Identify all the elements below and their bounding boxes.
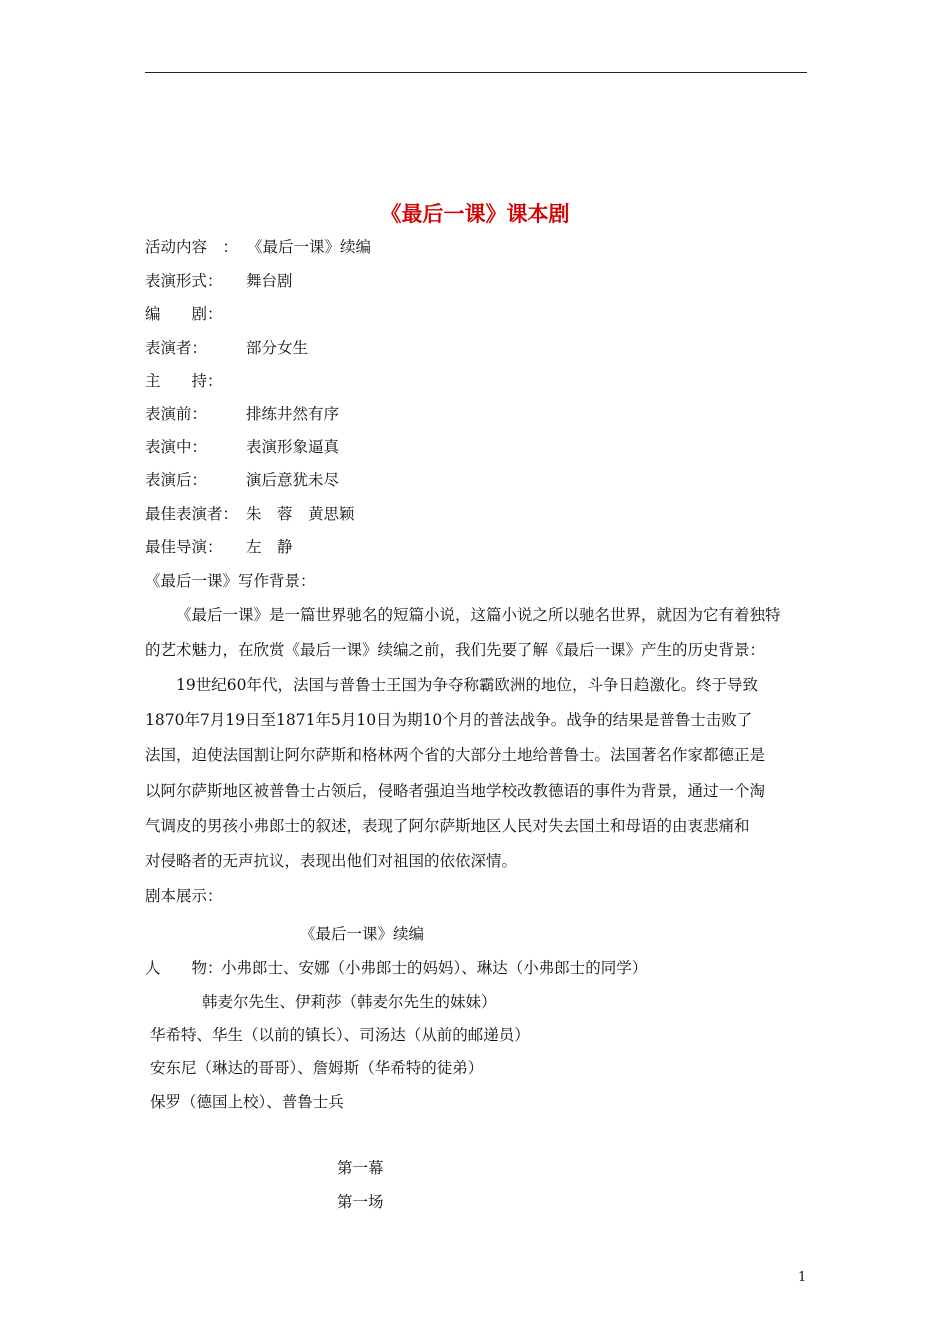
scene-heading: 第一场 [337,1193,384,1211]
info-line [145,404,339,424]
characters-line [145,958,647,978]
character-list: 韩麦尔先生、伊莉莎（韩麦尔先生的妹妹） [202,993,497,1011]
info-line [145,437,339,457]
info-label: 最佳导演： [145,538,223,556]
info-value: 排练井然有序 [246,405,340,423]
info-label: 活动内容 ： [145,238,239,256]
info-value: 左 静 [246,538,293,556]
info-value: 朱 蓉 黄思颖 [246,505,355,523]
info-label: 主 持： [145,372,223,390]
info-label: 表演形式： [145,272,223,290]
info-line [145,371,246,391]
info-line [145,271,293,291]
info-line [145,537,293,557]
info-label: 表演中： [145,438,208,456]
info-line [145,304,246,324]
info-line [145,237,371,257]
info-label: 表演后： [145,471,208,489]
character-list: 保罗（德国上校）、普鲁士兵 [150,1093,344,1111]
background-heading: 《最后一课》写作背景： [145,572,316,590]
paragraph-line: 以阿尔萨斯地区被普鲁士占领后，侵略者强迫当地学校改教德语的事件为背景，通过一个淘 [145,782,766,800]
character-list: 安东尼（琳达的哥哥）、詹姆斯（华希特的徒弟） [150,1059,484,1077]
page-number: 1 [798,1270,807,1285]
info-value: 舞台剧 [246,272,293,290]
info-value: 《最后一课》续编 [247,238,372,256]
paragraph-line: 的艺术魅力，在欣赏《最后一课》续编之前，我们先要了解《最后一课》产生的历史背景： [145,641,766,659]
header-rule [145,72,807,73]
info-line [145,470,339,490]
characters-label: 人 物： [145,959,223,977]
info-value: 表演形象逼真 [246,438,340,456]
paragraph-line: 19世纪60年代，法国与普鲁士王国为争夺称霸欧洲的地位，斗争日趋激化。终于导致 [176,676,758,694]
script-title: 《最后一课》续编 [300,925,425,943]
info-label: 表演前： [145,405,208,423]
paragraph-line: 《最后一课》是一篇世界驰名的短篇小说，这篇小说之所以驰名世界，就因为它有着独特 [176,606,781,624]
info-label: 最佳表演者： [145,505,239,523]
info-label: 编 剧： [145,305,223,323]
info-line [145,338,308,358]
info-line [145,504,355,524]
character-list: 华希特、华生（以前的镇长）、司汤达（从前的邮递员） [150,1026,530,1044]
document-title: 《最后一课》课本剧 [380,201,570,226]
info-label: 表演者： [145,339,208,357]
paragraph-line: 1870年7月19日至1871年5月10日为期10个月的普法战争。战争的结果是普鲁士击败了 [145,711,753,729]
info-value: 部分女生 [246,339,309,357]
script-heading: 剧本展示： [145,887,223,905]
paragraph-line: 法国，迫使法国割让阿尔萨斯和格林两个省的大部分土地给普鲁士。法国著名作家都德正是 [145,746,766,764]
info-value: 演后意犹未尽 [246,471,340,489]
paragraph-line: 气调皮的男孩小弗郎士的叙述，表现了阿尔萨斯地区人民对失去国土和母语的由衷悲痛和 [145,817,750,835]
character-list: 小弗郎士、安娜（小弗郎士的妈妈）、琳达（小弗郎士的同学） [221,959,648,977]
act-heading: 第一幕 [337,1159,384,1177]
paragraph-line: 对侵略者的无声抗议，表现出他们对祖国的依依深情。 [145,852,518,870]
